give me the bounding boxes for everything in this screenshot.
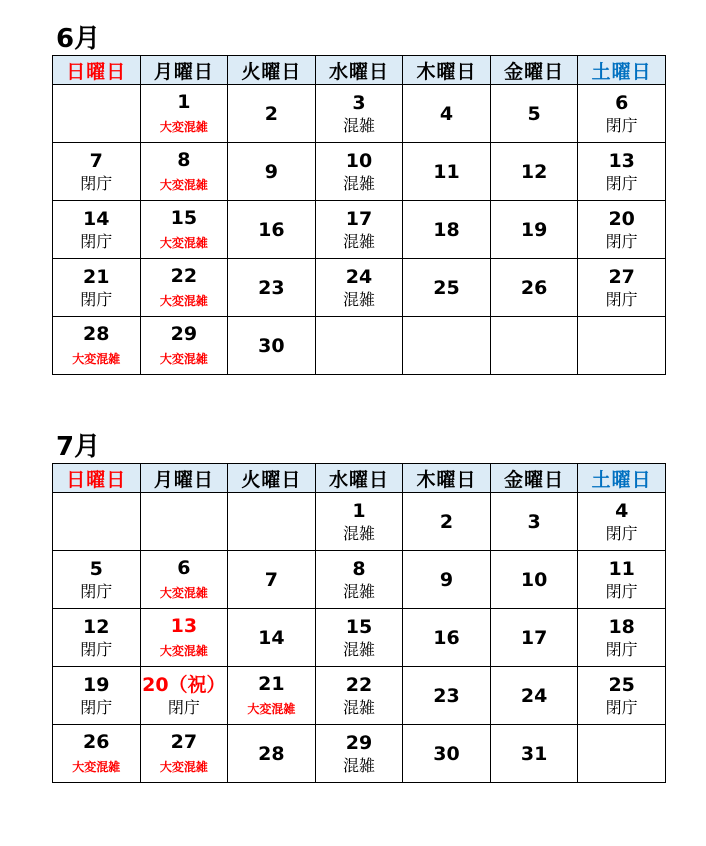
- day-number: 20: [608, 207, 635, 230]
- day-cell: [228, 317, 316, 375]
- day-number: 24: [520, 684, 548, 707]
- day-number: 25: [433, 276, 460, 299]
- day-number: 6: [177, 556, 191, 579]
- day-cell: [53, 609, 141, 667]
- day-cell: [140, 143, 228, 201]
- day-number: 5: [89, 557, 103, 580]
- day-number: 19: [520, 218, 548, 241]
- day-cell: [578, 201, 666, 259]
- weekday-header: 水曜日: [315, 56, 403, 85]
- day-number: 27: [608, 265, 635, 288]
- busy-label: 混雑: [342, 173, 375, 193]
- day-cell: [578, 85, 666, 143]
- day-cell: [228, 551, 316, 609]
- busy-label: 混雑: [342, 581, 375, 601]
- weekday-header: 土曜日: [578, 464, 666, 493]
- day-cell: [315, 143, 403, 201]
- day-cell: [490, 201, 578, 259]
- day-cell: [140, 493, 228, 551]
- weekday-header: 日曜日: [53, 56, 141, 85]
- closed-label: 閉庁: [80, 581, 113, 601]
- busy-label: 混雑: [342, 523, 375, 543]
- busy-label: 混雑: [342, 697, 375, 717]
- day-cell: [228, 143, 316, 201]
- day-cell: [315, 493, 403, 551]
- day-number: 10: [345, 149, 373, 172]
- weekday-header: 木曜日: [403, 464, 491, 493]
- day-number: 8: [177, 148, 191, 171]
- busy-label: 混雑: [342, 231, 375, 251]
- day-number: 1: [352, 499, 366, 522]
- day-cell: [228, 667, 316, 725]
- day-cell: [403, 609, 491, 667]
- very-busy-label: 大変混雑: [72, 351, 121, 366]
- closed-label: 閉庁: [80, 289, 113, 309]
- day-cell: [578, 667, 666, 725]
- day-number: 11: [433, 160, 460, 183]
- closed-label: 閉庁: [80, 639, 113, 659]
- busy-label: 混雑: [342, 289, 375, 309]
- week-row: [53, 493, 666, 551]
- day-cell: [228, 85, 316, 143]
- day-cell: [53, 667, 141, 725]
- day-cell: [53, 725, 141, 783]
- calendar-july: [52, 463, 666, 783]
- day-number: 29: [170, 322, 198, 345]
- closed-label: 閉庁: [605, 115, 638, 135]
- weekday-header: 木曜日: [403, 56, 491, 85]
- day-cell: [228, 725, 316, 783]
- day-cell: [228, 201, 316, 259]
- day-cell: [490, 493, 578, 551]
- day-number: 12: [520, 160, 548, 183]
- weekday-header-row: [53, 464, 666, 493]
- closed-label: 閉庁: [605, 523, 638, 543]
- day-cell: [140, 317, 228, 375]
- week-row: [53, 551, 666, 609]
- weekday-header: 月曜日: [140, 464, 228, 493]
- day-cell: [403, 201, 491, 259]
- day-cell: [490, 609, 578, 667]
- closed-label: 閉庁: [167, 697, 200, 717]
- day-number: 12: [83, 615, 110, 638]
- day-cell: [315, 667, 403, 725]
- day-number: 5: [527, 102, 541, 125]
- day-cell: [578, 551, 666, 609]
- week-row: [53, 259, 666, 317]
- day-cell: [578, 725, 666, 783]
- day-number: 14: [258, 626, 285, 649]
- month-title-june: 6月: [56, 24, 101, 54]
- day-cell: [403, 667, 491, 725]
- day-number: 26: [83, 730, 110, 753]
- day-number: 2: [264, 102, 279, 125]
- day-cell: [403, 317, 491, 375]
- closed-label: 閉庁: [605, 173, 638, 193]
- day-cell: [140, 259, 228, 317]
- day-number: 29: [345, 731, 373, 754]
- day-cell: [578, 259, 666, 317]
- day-cell: [403, 725, 491, 783]
- day-cell: [140, 551, 228, 609]
- day-cell: [403, 143, 491, 201]
- day-number: 16: [258, 218, 285, 241]
- day-number: 25: [608, 673, 635, 696]
- day-number: 8: [352, 557, 366, 580]
- day-cell: [140, 725, 228, 783]
- day-cell: [53, 493, 141, 551]
- day-cell: [578, 317, 666, 375]
- week-row: [53, 85, 666, 143]
- very-busy-label: 大変混雑: [159, 585, 208, 600]
- day-cell: [53, 143, 141, 201]
- day-cell: [228, 259, 316, 317]
- day-number: 23: [433, 684, 460, 707]
- day-number: 6: [615, 91, 629, 114]
- day-cell: [228, 609, 316, 667]
- day-number: 27: [170, 730, 198, 753]
- day-number: 10: [520, 568, 548, 591]
- closed-label: 閉庁: [605, 697, 638, 717]
- day-cell: [315, 317, 403, 375]
- day-cell: [403, 85, 491, 143]
- day-cell: [403, 259, 491, 317]
- week-row: [53, 317, 666, 375]
- day-number: 15: [345, 615, 373, 638]
- day-cell: [315, 201, 403, 259]
- weekday-header: 火曜日: [228, 464, 316, 493]
- day-number: 7: [264, 568, 279, 591]
- day-number: 28: [258, 742, 285, 765]
- day-cell: [140, 667, 228, 725]
- day-cell: [53, 551, 141, 609]
- day-number: 17: [345, 207, 373, 230]
- day-number: 18: [608, 615, 635, 638]
- week-row: [53, 609, 666, 667]
- weekday-header: 水曜日: [315, 464, 403, 493]
- very-busy-label: 大変混雑: [159, 119, 208, 134]
- day-number: 16: [433, 626, 460, 649]
- day-cell: [228, 493, 316, 551]
- very-busy-label: 大変混雑: [159, 235, 208, 250]
- closed-label: 閉庁: [605, 289, 638, 309]
- very-busy-label: 大変混雑: [247, 701, 296, 716]
- day-number: 14: [83, 207, 110, 230]
- week-row: [53, 725, 666, 783]
- day-number: 3: [352, 91, 366, 114]
- day-number: 9: [264, 160, 279, 183]
- week-row: [53, 667, 666, 725]
- day-number: 4: [439, 102, 454, 125]
- closed-label: 閉庁: [605, 639, 638, 659]
- busy-label: 混雑: [342, 755, 375, 775]
- week-row: [53, 143, 666, 201]
- closed-label: 閉庁: [605, 581, 638, 601]
- day-cell: [490, 725, 578, 783]
- day-number: 20（祝）: [142, 673, 226, 696]
- very-busy-label: 大変混雑: [72, 759, 121, 774]
- day-number: 3: [527, 510, 541, 533]
- very-busy-label: 大変混雑: [159, 643, 208, 658]
- day-number: 21: [83, 265, 110, 288]
- calendar-june: [52, 55, 666, 375]
- day-cell: [315, 609, 403, 667]
- day-number: 21: [258, 672, 285, 695]
- day-cell: [578, 493, 666, 551]
- day-cell: [490, 143, 578, 201]
- closed-label: 閉庁: [80, 697, 113, 717]
- day-number: 4: [615, 499, 629, 522]
- weekday-header-row: [53, 56, 666, 85]
- day-cell: [490, 667, 578, 725]
- day-cell: [578, 609, 666, 667]
- weekday-header: 日曜日: [53, 464, 141, 493]
- day-number: 22: [170, 264, 198, 287]
- busy-label: 混雑: [342, 639, 375, 659]
- day-number: 22: [345, 673, 373, 696]
- very-busy-label: 大変混雑: [159, 293, 208, 308]
- day-cell: [53, 317, 141, 375]
- day-cell: [490, 317, 578, 375]
- day-cell: [315, 551, 403, 609]
- day-number: 17: [520, 626, 548, 649]
- busy-label: 混雑: [342, 115, 375, 135]
- very-busy-label: 大変混雑: [159, 177, 208, 192]
- day-number: 1: [177, 90, 191, 113]
- day-number: 28: [83, 322, 110, 345]
- day-number: 31: [520, 742, 548, 765]
- day-cell: [140, 85, 228, 143]
- day-cell: [315, 725, 403, 783]
- day-number: 19: [83, 673, 110, 696]
- weekday-header: 金曜日: [490, 464, 578, 493]
- weekday-header: 月曜日: [140, 56, 228, 85]
- weekday-header: 土曜日: [578, 56, 666, 85]
- day-number: 30: [433, 742, 460, 765]
- day-cell: [490, 85, 578, 143]
- day-cell: [140, 201, 228, 259]
- closed-label: 閉庁: [80, 173, 113, 193]
- closed-label: 閉庁: [605, 231, 638, 251]
- day-cell: [490, 551, 578, 609]
- day-number: 13: [608, 149, 635, 172]
- day-number: 11: [608, 557, 635, 580]
- week-row: [53, 201, 666, 259]
- day-cell: [53, 259, 141, 317]
- day-cell: [315, 85, 403, 143]
- day-cell: [140, 609, 228, 667]
- day-cell: [53, 85, 141, 143]
- very-busy-label: 大変混雑: [159, 351, 208, 366]
- day-number: 15: [170, 206, 198, 229]
- day-number: 2: [439, 510, 454, 533]
- day-number: 13: [170, 614, 198, 637]
- day-number: 24: [345, 265, 373, 288]
- weekday-header: 火曜日: [228, 56, 316, 85]
- day-number: 9: [439, 568, 454, 591]
- very-busy-label: 大変混雑: [159, 759, 208, 774]
- day-number: 7: [89, 149, 103, 172]
- closed-label: 閉庁: [80, 231, 113, 251]
- day-cell: [578, 143, 666, 201]
- day-cell: [403, 551, 491, 609]
- day-number: 30: [258, 334, 285, 357]
- day-cell: [53, 201, 141, 259]
- day-cell: [403, 493, 491, 551]
- day-number: 23: [258, 276, 285, 299]
- weekday-header: 金曜日: [490, 56, 578, 85]
- day-number: 26: [520, 276, 548, 299]
- day-number: 18: [433, 218, 460, 241]
- day-cell: [490, 259, 578, 317]
- day-cell: [315, 259, 403, 317]
- month-title-july: 7月: [56, 432, 101, 462]
